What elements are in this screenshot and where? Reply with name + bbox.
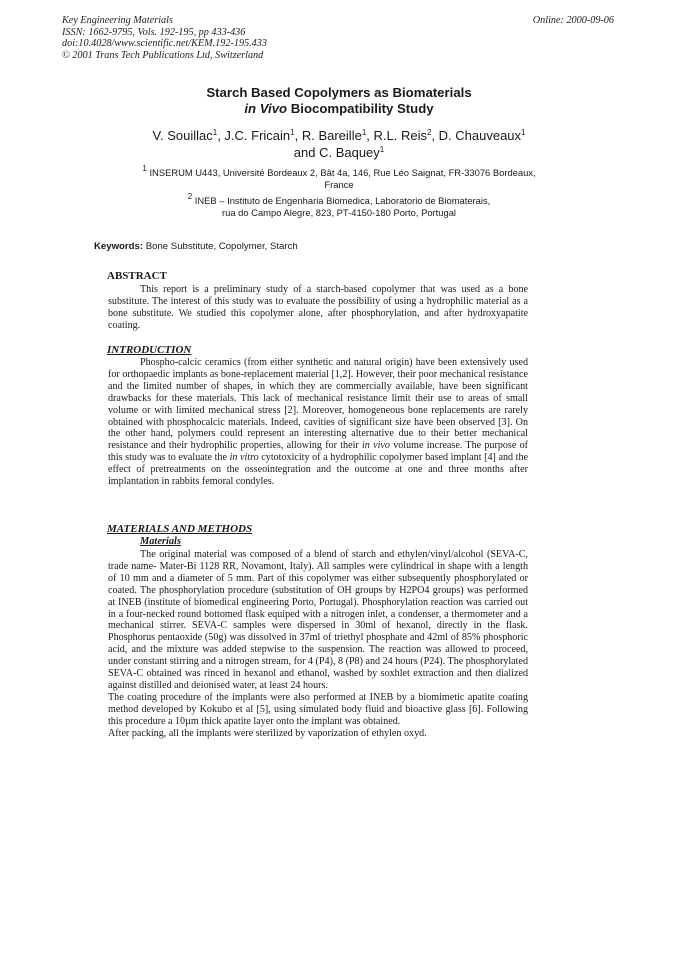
keywords-label: Keywords:	[94, 241, 144, 252]
journal-name: Key Engineering Materials	[62, 15, 173, 26]
abstract-heading: ABSTRACT	[107, 270, 167, 282]
introduction-paragraph	[108, 357, 528, 488]
methods-paragraph: The original material was composed of a blend of starch and ethylen/vinyl/alcohol (SEVA-C, trade name- Mater-Bi 1128 RR, Novamont, Italy). All samples were cylindrical in shape with a length of 10 mm and a diameter of 5 mm. Part of this copolymer was either subsequently phosphorylated or coated. The phosphorylation procedure (substitution of OH groups by H2PO4 groups) was performed at INEB (institute of biomedical engineering Porto, Portugal). Phosphorylation reaction was carried out in a four-necked round bottomed flask equiped with a nitrogen inlet, a condenser, a thermometer and a mechanical stirrer. SEVA-C samples were dispersed in 30ml of hexanol, directly in the flask. Phosphorus pentaoxide (50g) was dissolved in 37ml of triethyl phosphate and 42ml of 85% phosphoric acid, and the mixture was added stepwise to the suspension. The reaction was allowed to proceed, under constant stirring and a nitrogen stream, for 4 (P4), 8 (P8) and 24 hours (P24). The phosphorylated SEVA-C obtained was rinced in hexanol and ethanol, washed by soxhlet extraction and then dialized against distilled and deionised water, at least 24 hours.	[108, 549, 528, 691]
author-list-line1: V. Souillac$^1$, J.C. Fricain$^1$, R. Bareille$^1$, R.L. Reis$^2$, D. Chauveaux$^1$	[152, 128, 526, 143]
abstract-body	[108, 284, 528, 332]
doi-link[interactable]: doi:10.4028/www.scientific.net/KEM.192-195.433	[62, 38, 267, 50]
copyright-line: © 2001 Trans Tech Publications Ltd, Switzerland	[62, 49, 264, 61]
author-affiliation-mark: 1	[290, 128, 295, 137]
text-run: volume increase. The purpose of this study was to evaluate the	[108, 440, 529, 464]
author-affiliation-mark: 1	[212, 128, 218, 137]
affiliation-number: 2	[187, 192, 193, 201]
author-list-line2: and C. Baquey$^1$	[293, 145, 385, 160]
affiliation-text: INEB – Instituto de Engenharia Biomedica, Laboratorio de Biomaterais,	[194, 195, 491, 206]
issn-line: ISSN: 1662-9795, Vols. 192-195, pp 433-436	[62, 26, 246, 38]
materials-subheading: Materials	[140, 536, 181, 547]
paper-title-line2	[0, 101, 678, 116]
text-run: cytotoxicity of a hydrophilic copolymer based implant [4] and the effect of pretreatments on the osseointegration and the outcome at one and three months after implantation in rabbits femoral condyles.	[108, 452, 528, 488]
author-name: C. Baquey	[319, 145, 380, 160]
title-italic: in Vivo	[244, 101, 288, 116]
italic-run: in vivo	[362, 440, 390, 452]
keywords-text: Bone Substitute, Copolymer, Starch	[145, 241, 298, 252]
author-name: R. Bareille	[301, 128, 362, 143]
text-run: Phospho-calcic ceramics (from either synthetic and natural origin) have been extensively used for orthopaedic implants as bone-replacement material [1,2]. However, their poor mechanical resistance and the limited number of shapes, in which they are commercially available, have been significant drawbacks for these materials. This lack of mechanical resistance limit their use to areas of small volume or with limited mechanical stress [2]. Moreover, homogeneous bone replacements are rarely obtained with phosphocalcic materials. Indeed, cavities of significant size have been observed [3]. On the other hand, polymers could represent an interesting alternative due to their better mechanical resistance and their hydrophilic properties, allowing for their	[108, 357, 528, 452]
affiliation-number: 1	[142, 164, 147, 173]
keywords	[94, 241, 298, 252]
methods-heading: MATERIALS AND METHODS	[107, 523, 253, 535]
author-affiliation-mark: 1	[361, 128, 367, 137]
paper-title-line1: Starch Based Copolymers as Biomaterials	[206, 85, 472, 100]
journal-header	[62, 15, 267, 61]
author-name: R.L. Reis	[373, 128, 427, 143]
title-rest: Biocompatibility Study	[287, 101, 434, 116]
introduction-heading: INTRODUCTION	[107, 344, 192, 356]
italic-run: in vitro	[229, 452, 259, 464]
methods-paragraph: After packing, all the implants were sterilized by vaporization of ethylen oxyd.	[108, 727, 427, 739]
methods-body	[108, 549, 528, 740]
affiliation-2-address: rua do Campo Alegre, 823, PT-4150-180 Porto, Portugal	[222, 207, 456, 218]
affiliation-1	[0, 164, 678, 180]
affiliation-text: INSERUM U443, Université Bordeaux 2, Bât 4a, 146, Rue Léo Saignat, FR-33076 Bordeaux,	[149, 167, 536, 178]
author-affiliation-mark: 1	[521, 128, 526, 137]
abstract-paragraph: This report is a preliminary study of a starch-based copolymer that was used as a bone substitute. The interest of this study was to evaluate the possibility of using a hydrophilic material as a bone substitute. We studied this copolymer alone, after phosphorylation, and after hydroxyapatite coating.	[108, 284, 528, 331]
author-affiliation-mark: 1	[379, 145, 385, 154]
introduction-body	[108, 357, 528, 488]
online-date: Online: 2000-09-06	[532, 15, 614, 26]
affiliation-1-country: France	[324, 179, 354, 190]
author-affiliation-mark: 2	[426, 128, 432, 137]
methods-paragraph: The coating procedure of the implants were also performed at INEB by a biomimetic apatite coating method developed by Kokubo et al [5], using simulated body fluid and bioactive glass [6]. Following this procedure a 10µm thick apatite layer onto the implant was obtained.	[108, 691, 528, 727]
author-name: D. Chauveaux	[438, 128, 522, 143]
author-name: V. Souillac	[152, 128, 213, 143]
affiliation-2	[0, 192, 678, 208]
author-name: J.C. Fricain	[224, 128, 291, 143]
